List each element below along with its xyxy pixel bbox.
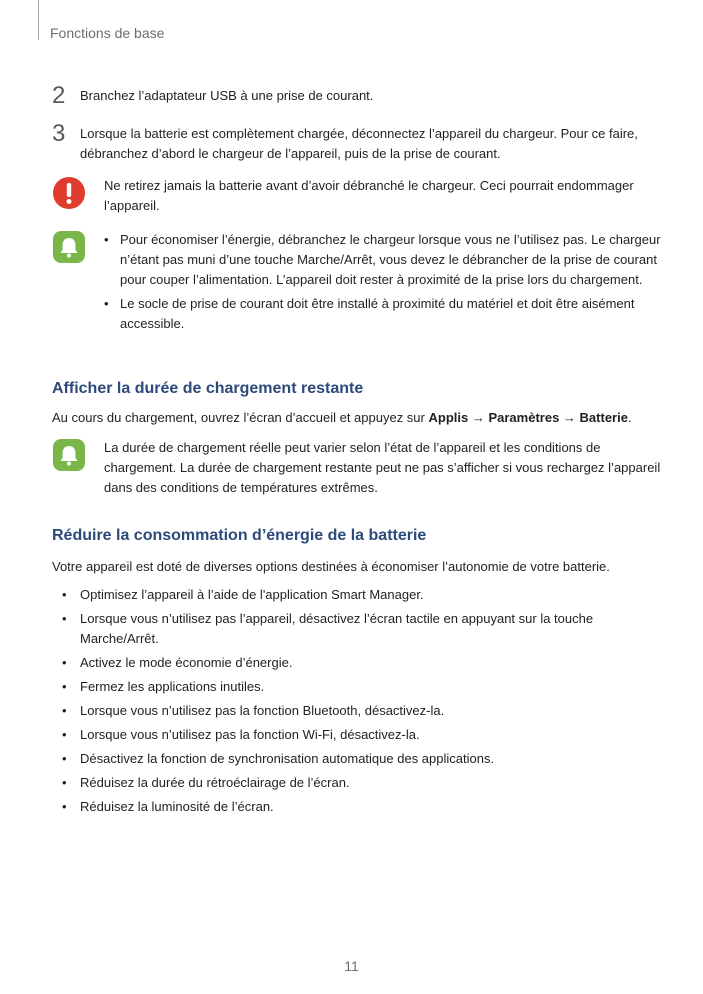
- page-number: 11: [344, 958, 359, 974]
- step-number: 2: [52, 82, 66, 109]
- warning-icon: [52, 176, 86, 210]
- bell-icon: [52, 438, 86, 472]
- note-text: La durée de chargement réelle peut varier selon l’état de l’appareil et les conditions de chargement. La durée de chargement restante peut ne pas s’afficher si vous rechargez l’appareil dans des conditions de températures extrêmes.: [104, 440, 661, 495]
- warning-note: [52, 176, 662, 220]
- step-text: Branchez l’adaptateur USB à une prise de courant.: [80, 88, 374, 103]
- section-heading: Afficher la durée de chargement restante: [52, 380, 364, 397]
- section-divider: [38, 0, 39, 40]
- note-item: • Le socle de prise de courant doit être installé à proximité du matériel et doit être aisément accessible.: [104, 296, 635, 331]
- section-intro: Votre appareil est doté de diverses options destinées à économiser l’autonomie de votre batterie.: [52, 559, 610, 574]
- list-item: • Lorsque vous n’utilisez pas l’appareil, désactivez l’écran tactile en appuyant sur la touche Marche/Arrêt.: [62, 611, 594, 646]
- list-item: • Fermez les applications inutiles.: [62, 679, 265, 694]
- note-item: • Pour économiser l’énergie, débranchez le chargeur lorsque vous ne l’utilisez pas. Le chargeur n’étant pas muni d’une touche Marche/Arrêt, vous devez le débrancher de la prise de courant pour couper l’alimentation. L’appareil doit rester à proximité de la prise lors du chargement.: [104, 232, 661, 287]
- info-note: [52, 438, 662, 500]
- list-item: • Désactivez la fonction de synchronisation automatique des applications.: [62, 751, 495, 766]
- list-item: • Lorsque vous n’utilisez pas la fonction Wi-Fi, désactivez-la.: [62, 727, 420, 742]
- section-heading: Réduire la consommation d’énergie de la batterie: [52, 527, 427, 544]
- tips-list: [52, 585, 662, 821]
- menu-path-applis: Applis: [428, 410, 469, 425]
- step-2: [52, 82, 662, 109]
- list-item: • Réduisez la durée du rétroéclairage de l’écran.: [62, 775, 350, 790]
- list-item: • Optimisez l’appareil à l’aide de l'application Smart Manager.: [62, 587, 424, 602]
- step-text: Lorsque la batterie est complètement chargée, déconnectez l’appareil du chargeur. Pour ce faire, débranchez d’abord le chargeur de l’appareil, puis de la prise de courant.: [80, 126, 638, 161]
- list-item: • Réduisez la luminosité de l’écran.: [62, 799, 274, 814]
- list-item: • Activez le mode économie d’énergie.: [62, 655, 293, 670]
- info-note: [52, 230, 662, 356]
- warning-text: Ne retirez jamais la batterie avant d’avoir débranché le chargeur. Ceci pourrait endommager l’appareil.: [104, 178, 634, 213]
- menu-path-batterie: Batterie: [579, 410, 628, 425]
- bell-icon: [52, 230, 86, 264]
- menu-path-parametres: Paramètres: [488, 410, 560, 425]
- section-title: Fonctions de base: [50, 25, 165, 41]
- step-number: 3: [52, 120, 66, 147]
- step-3: [52, 120, 662, 166]
- section-intro: Au cours du chargement, ouvrez l’écran d’accueil et appuyez sur Applis → Paramètres → Batterie.: [52, 410, 632, 425]
- list-item: • Lorsque vous n’utilisez pas la fonction Bluetooth, désactivez-la.: [62, 703, 445, 718]
